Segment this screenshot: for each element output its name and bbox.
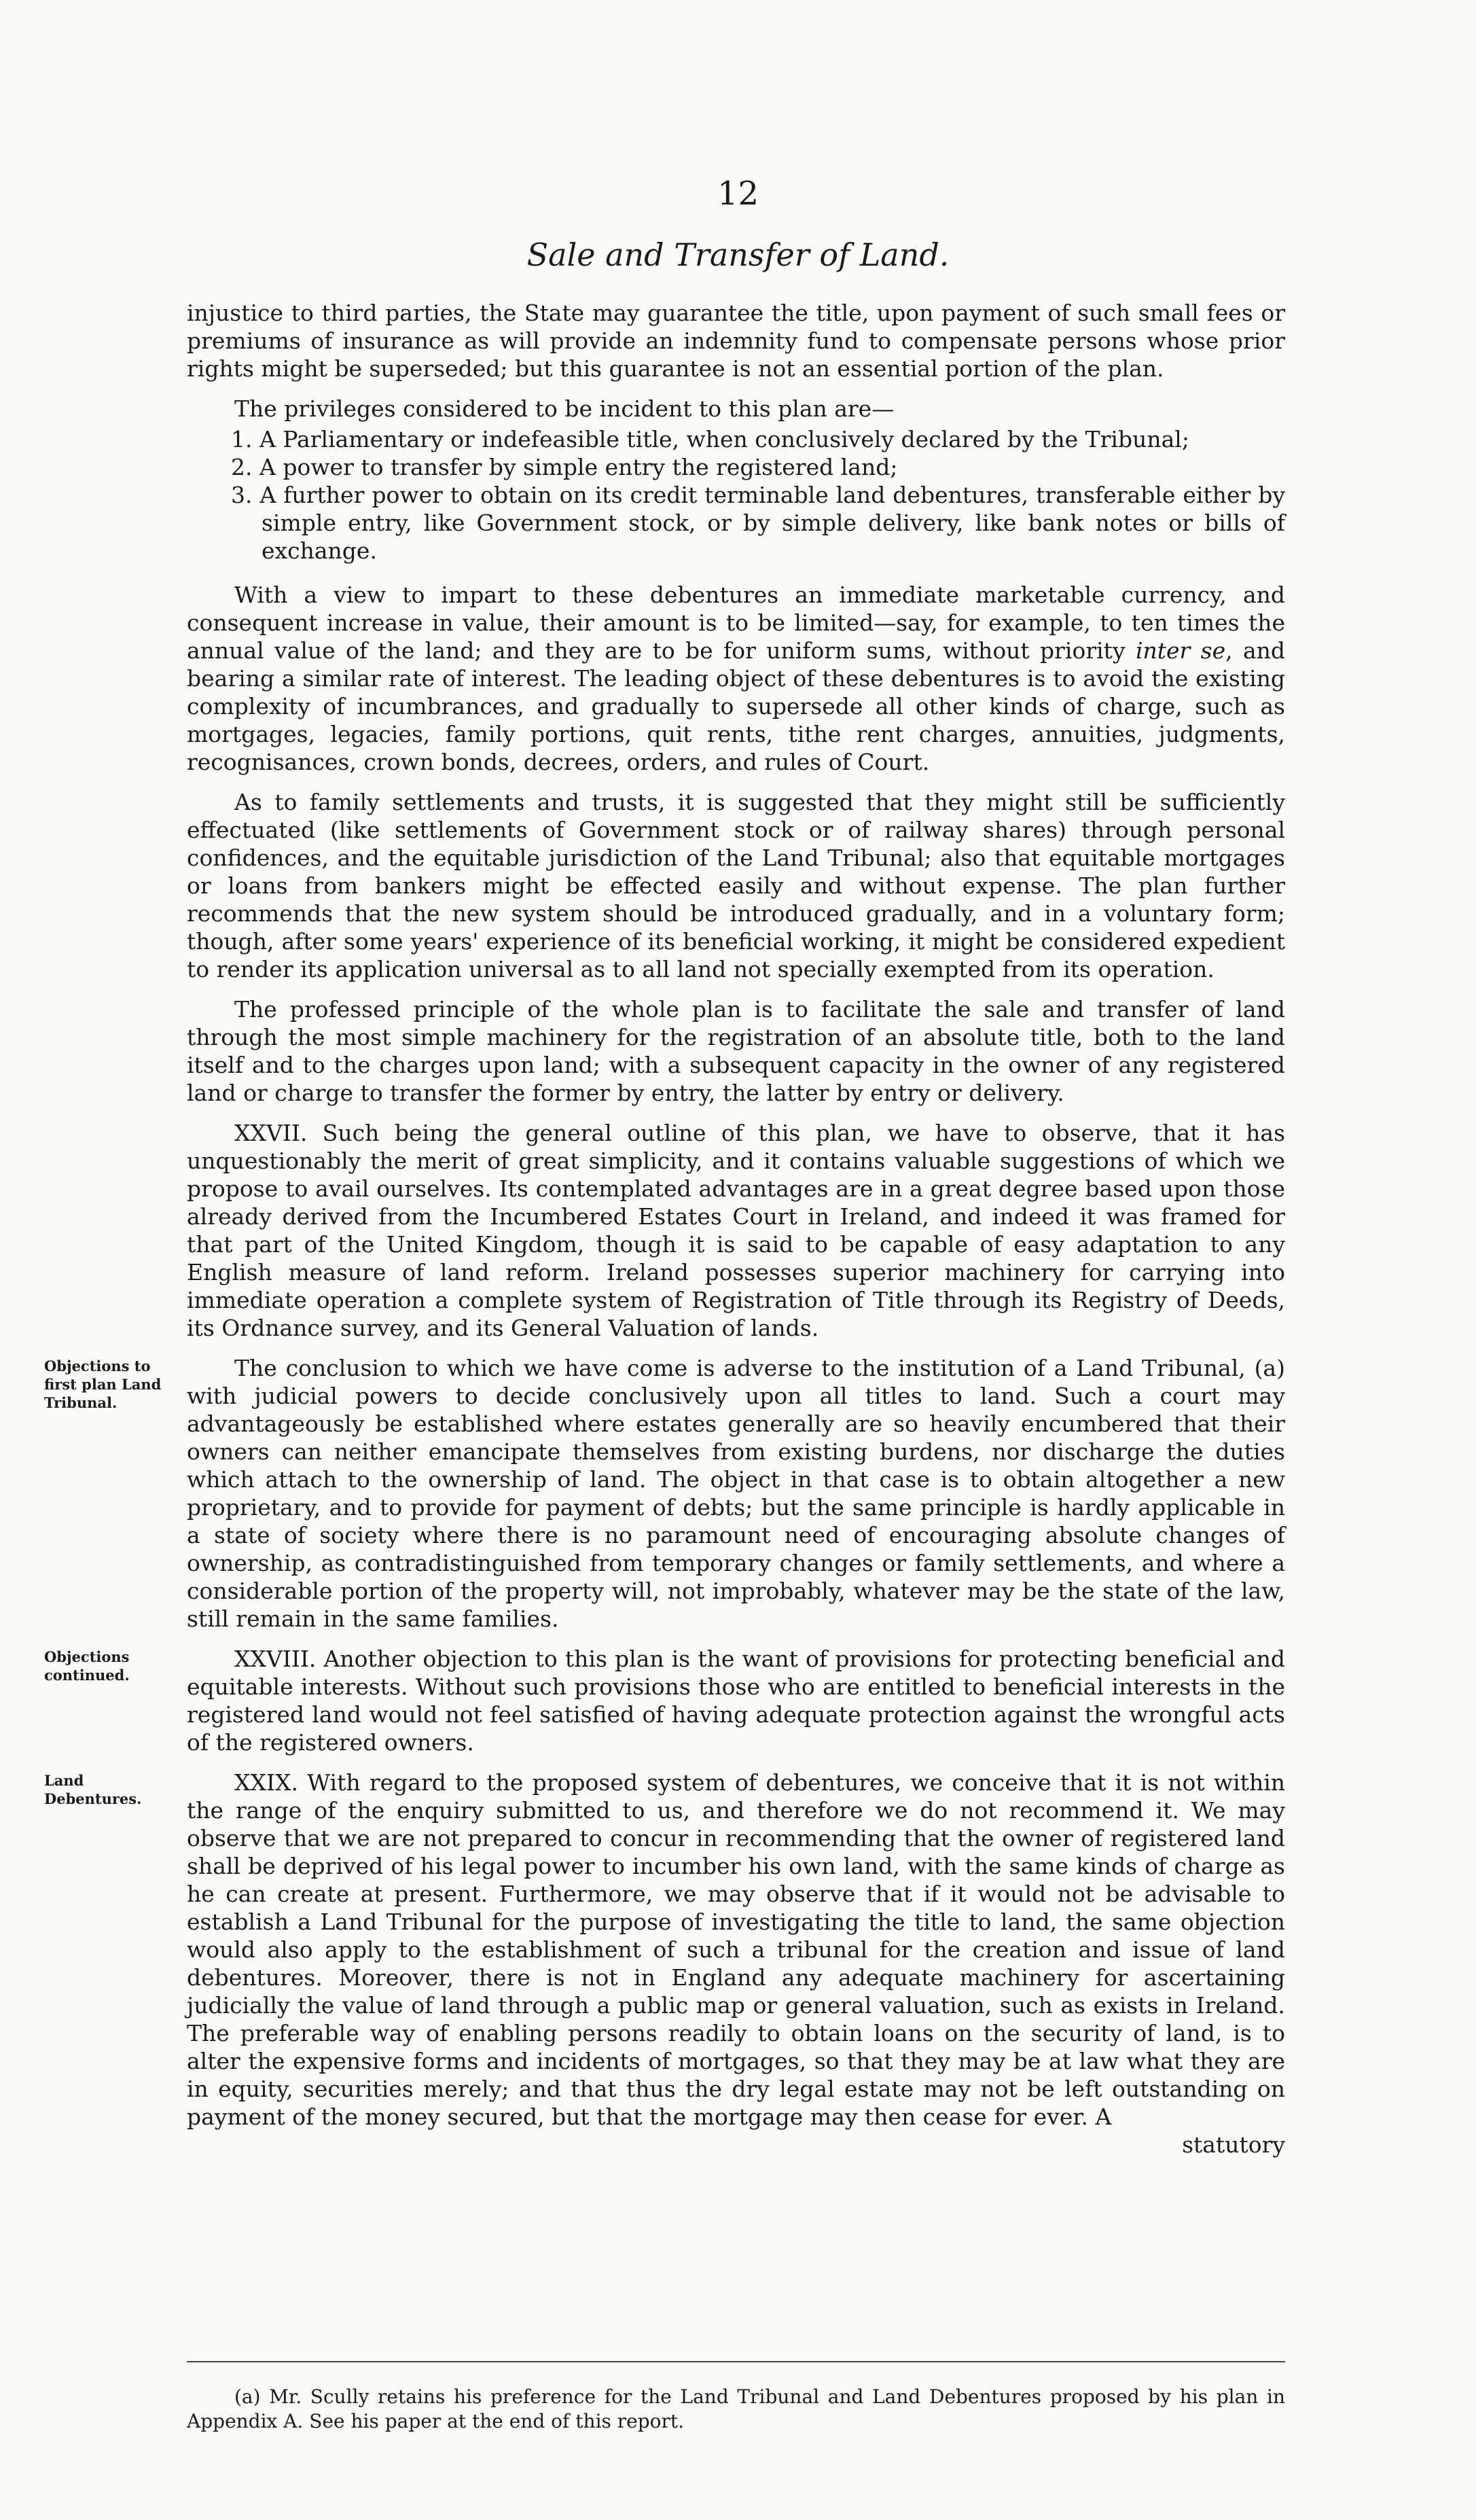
paragraph-with-note (44, 1354, 1285, 1633)
list-item-text: A power to transfer by simple entry the registered land; (259, 454, 898, 480)
paragraph: XXVII. Such being the general outline of this plan, we have to observe, that it has unquestionably the merit of great simplicity, and it contains valuable suggestions of which we propose to avail ourselves. Its contemplated advantages are in a great degree based upon those already derived from the Incumbered Estates Court in Ireland, and indeed it was framed for that part of the United Kingdom, though it is said to be capable of easy adaptation to any English measure of land reform. Ireland possesses superior machinery for carrying into immediate operation a complete system of Registration of Title through its Registry of Deeds, its Ordnance survey, and its General Valuation of lands. (187, 1120, 1285, 1341)
paragraph: The professed principle of the whole plan is to facilitate the sale and transfer of land through the most simple machinery for the registration of an absolute title, both to the land itself and to the charges upon land; with a subsequent capacity in the owner of any registered land or charge to transfer the former by entry, the latter by entry or delivery. (187, 996, 1285, 1106)
list-item-text: A further power to obtain on its credit terminable land debentures, transferable either by simple entry, like Government stock, or by simple delivery, like bank notes or bills of exchange. (259, 482, 1285, 564)
list-item (156, 425, 1285, 453)
paragraph: XXVIII. Another objection to this plan is the want of provisions for protecting beneficial and equitable interests. Without such provisions those who are entitled to beneficial interests in the registered land would not feel satisfied of having adequate protection against the wrongful acts of the registered owners. (187, 1646, 1285, 1756)
catchword: statutory (1182, 2131, 1285, 2158)
list-item (156, 453, 1285, 481)
margin-note: Objections continued. (44, 1648, 130, 1684)
paragraph-text: The conclusion to which we have come is adverse to the institution of a Land Tribunal, (234, 1355, 1246, 1381)
paragraph-with-note (44, 1769, 1285, 2159)
list-item-number: 3. (231, 482, 253, 508)
paragraph (187, 581, 1285, 776)
margin-note: Land Debentures. (44, 1772, 142, 1807)
paragraph: The privileges considered to be incident to this plan are— (234, 395, 895, 422)
margin-note: Objections to first plan Land Tribunal. (44, 1357, 162, 1411)
footnote-rule (187, 2361, 1285, 2362)
paragraph-text: with judicial powers to decide conclusively upon all titles to land. Such a court may advantageously be established where estates generally are so heavily encumbered that their owners can neither emancipate themselves from existing burdens, nor discharge the duties which attach to the ownership of land. The object in that case is to obtain altogether a new proprietary, and to provide for payment of debts; but the same principle is hardly applicable in a state of society where there is no paramount need of encouraging absolute changes of ownership, as contradistinguished from temporary changes or family settlements, and where a considerable portion of the property will, not improbably, whatever may be the state of the law, still remain in the same families. (187, 1383, 1285, 1632)
list-item (156, 481, 1285, 565)
paragraph (187, 1354, 1285, 1633)
list-item-number: 1. (231, 426, 253, 452)
paragraph-text: , and bearing a similar rate of interest. The leading object of these debentures is to avoid the existing complexity of incumbrances, and gradually to supersede all other kinds of charge, such as mortgages, legacies, family portions, quit rents, tithe rent charges, annuities, judgments, recognisances, crown bonds, decrees, orders, and rules of Court. (187, 637, 1286, 775)
list-item-text: A Parliamentary or indefeasible title, when conclusively declared by the Tribunal; (259, 426, 1189, 452)
paragraph: As to family settlements and trusts, it is suggested that they might still be sufficiently effectuated (like settlements of Government stock or of railway shares) through personal confidences, and the equitable jurisdiction of the Land Tribunal; also that equitable mortgages or loans from bankers might be effected easily and without expense. The plan further recommends that the new system should be introduced gradually, and in a voluntary form; though, after some years' experience of its beneficial working, it might be considered expedient to render its application universal as to all land not specially exempted from its operation. (187, 789, 1285, 982)
paragraph-with-note (44, 1645, 1285, 1756)
page-number: 12 (717, 175, 759, 213)
paragraph: XXIX. With regard to the proposed system of debentures, we conceive that it is not within the range of the enquiry submitted to us, and therefore we do not recommend it. We may observe that we are not prepared to concur in recommending that the owner of registered land shall be deprived of his legal power to incumber his own land, with the same kinds of charge as he can create at present. Furthermore, we may observe that if it would not be advisable to establish a Land Tribunal for the purpose of investigating the title to land, the same objection would also apply to the establishment of such a tribunal for the creation and issue of land debentures. Moreover, there is not in England any adequate machinery for ascertaining judicially the value of land through a public map or general valuation, such as exists in Ireland. The preferable way of enabling persons readily to obtain loans on the security of land, is to alter the expensive forms and incidents of mortgages, so that they may be at law what they are in equity, securities merely; and that thus the dry legal estate may not be left outstanding on payment of the money secured, but that the mortgage may then cease for ever. A (187, 1769, 1285, 2130)
italic-phrase: inter se (1135, 637, 1226, 664)
paragraph: injustice to third parties, the State may guarantee the title, upon payment of such small fees or premiums of insurance as will provide an indemnity fund to compensate persons whose prior rights might be superseded; but this guarantee is not an essential portion of the plan. (187, 300, 1285, 382)
body-text (44, 299, 1286, 2159)
paragraph-text: With a view to impart to these debentures an immediate marketable currency, and consequent increase in value, their amount is to be limited—say, for example, to ten times the annual value of the land; and they are to be for uniform sums, without priority (187, 582, 1285, 664)
privileges-list (187, 425, 1285, 565)
footnote: (a) Mr. Scully retains his preference for the Land Tribunal and Land Debentures proposed by his plan in Appendix A. See his paper at the end of this report. (187, 2385, 1285, 2432)
footnote-ref: (a) (1254, 1355, 1285, 1381)
running-title: Sale and Transfer of Land. (526, 236, 950, 273)
list-item-number: 2. (231, 454, 253, 480)
